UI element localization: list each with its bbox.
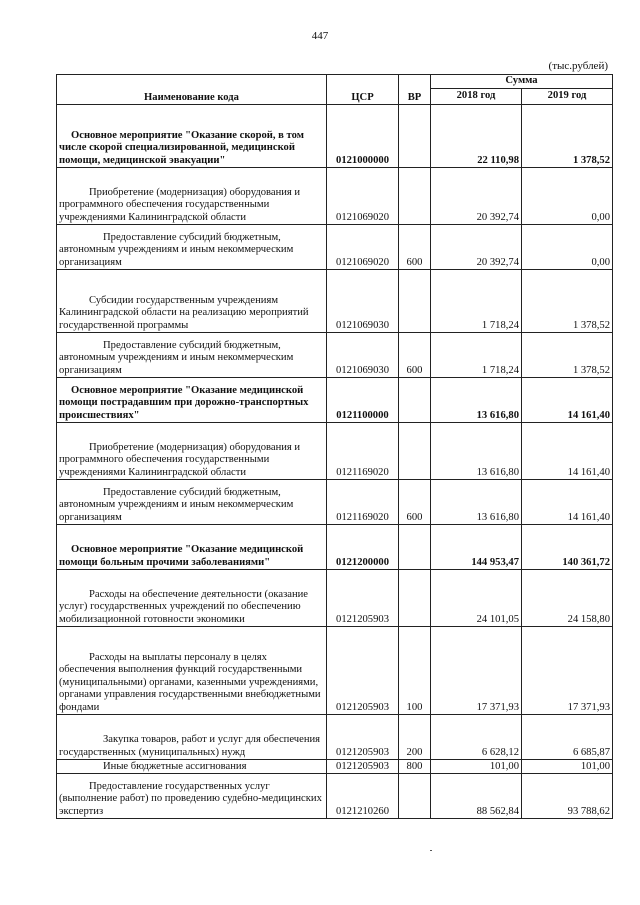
row-vr: [399, 105, 431, 168]
row-2018: 13 616,80: [431, 480, 522, 525]
row-2019: 1 378,52: [522, 333, 613, 378]
row-2018: 20 392,74: [431, 168, 522, 225]
row-vr: [399, 423, 431, 480]
row-vr: 600: [399, 480, 431, 525]
table-row: [57, 333, 613, 378]
row-csr: 0121069030: [327, 333, 399, 378]
row-vr: 200: [399, 715, 431, 760]
row-name: Предоставление субсидий бюджетным, автономным учреждениям и иным некоммерческим организациям: [57, 480, 327, 525]
row-csr: 0121210260: [327, 774, 399, 819]
row-csr: 0121205903: [327, 627, 399, 715]
row-name: Предоставление государственных услуг (выполнение работ) по проведению судебно-медицинских экспертиз: [57, 774, 327, 819]
row-name: Расходы на выплаты персоналу в целях обеспечения выполнения функций государственными (муниципальными) органами, казенными учреждениями, органами управления государственными внебюджетными фондами: [57, 627, 327, 715]
row-2019: 17 371,93: [522, 627, 613, 715]
row-csr: 0121000000: [327, 105, 399, 168]
table-row: [57, 760, 613, 774]
table-row: [57, 774, 613, 819]
row-vr: [399, 525, 431, 570]
row-name: Предоставление субсидий бюджетным, автономным учреждениям и иным некоммерческим организациям: [57, 333, 327, 378]
row-2019: 14 161,40: [522, 378, 613, 423]
row-csr: 0121205903: [327, 570, 399, 627]
table-row: [57, 570, 613, 627]
row-vr: 800: [399, 760, 431, 774]
row-2018: 20 392,74: [431, 225, 522, 270]
header-year-2018: 2018 год: [431, 89, 522, 105]
row-name: Основное мероприятие "Оказание медицинской помощи больным прочими заболеваниями": [57, 525, 327, 570]
scan-speck: [430, 850, 432, 851]
header-csr: ЦСР: [327, 75, 399, 105]
row-csr: 0121069020: [327, 168, 399, 225]
row-2018: 1 718,24: [431, 333, 522, 378]
row-name: Предоставление субсидий бюджетным, автономным учреждениям и иным некоммерческим организациям: [57, 225, 327, 270]
row-name: Иные бюджетные ассигнования: [57, 760, 327, 774]
row-2018: 17 371,93: [431, 627, 522, 715]
row-2018: 101,00: [431, 760, 522, 774]
row-2019: 140 361,72: [522, 525, 613, 570]
table-row: [57, 480, 613, 525]
row-vr: [399, 270, 431, 333]
table-row: [57, 715, 613, 760]
row-vr: [399, 168, 431, 225]
header-year-2019: 2019 год: [522, 89, 613, 105]
row-csr: 0121169020: [327, 480, 399, 525]
table-row: [57, 525, 613, 570]
row-2019: 24 158,80: [522, 570, 613, 627]
row-2019: 14 161,40: [522, 480, 613, 525]
row-2018: 144 953,47: [431, 525, 522, 570]
row-vr: 600: [399, 333, 431, 378]
row-2019: 93 788,62: [522, 774, 613, 819]
row-csr: 0121069030: [327, 270, 399, 333]
table-row: [57, 423, 613, 480]
row-2019: 0,00: [522, 168, 613, 225]
table-row: [57, 225, 613, 270]
row-name: Субсидии государственным учреждениям Калининградской области на реализацию мероприятий государственной программы: [57, 270, 327, 333]
budget-table: [56, 74, 613, 819]
row-2018: 88 562,84: [431, 774, 522, 819]
row-name: Приобретение (модернизация) оборудования и программного обеспечения государственными учреждениями Калининградской области: [57, 423, 327, 480]
table-row: [57, 627, 613, 715]
row-2018: 22 110,98: [431, 105, 522, 168]
header-name: Наименование кода: [57, 75, 327, 105]
row-2019: 6 685,87: [522, 715, 613, 760]
row-vr: [399, 378, 431, 423]
row-2019: 0,00: [522, 225, 613, 270]
row-vr: 600: [399, 225, 431, 270]
row-csr: 0121069020: [327, 225, 399, 270]
row-csr: 0121169020: [327, 423, 399, 480]
row-2018: 1 718,24: [431, 270, 522, 333]
table-row: [57, 168, 613, 225]
row-name: Основное мероприятие "Оказание скорой, в том числе скорой специализированной, медицинской помощи, медицинской эвакуации": [57, 105, 327, 168]
row-2018: 6 628,12: [431, 715, 522, 760]
page-number: 447: [311, 30, 329, 42]
table-row: [57, 270, 613, 333]
row-name: Расходы на обеспечение деятельности (оказание услуг) государственных учреждений по обеспечению мобилизационной готовности экономики: [57, 570, 327, 627]
row-vr: [399, 774, 431, 819]
row-name: Приобретение (модернизация) оборудования и программного обеспечения государственными учреждениями Калининградской области: [57, 168, 327, 225]
row-2019: 14 161,40: [522, 423, 613, 480]
units-label: (тыс.рублей): [548, 60, 608, 72]
row-csr: 0121100000: [327, 378, 399, 423]
row-vr: 100: [399, 627, 431, 715]
row-2019: 1 378,52: [522, 270, 613, 333]
header-vr: ВР: [399, 75, 431, 105]
header-sum: Сумма: [431, 75, 613, 89]
row-name: Закупка товаров, работ и услуг для обеспечения государственных (муниципальных) нужд: [57, 715, 327, 760]
row-2018: 13 616,80: [431, 378, 522, 423]
table-row: [57, 378, 613, 423]
row-csr: 0121200000: [327, 525, 399, 570]
row-2019: 101,00: [522, 760, 613, 774]
row-2018: 24 101,05: [431, 570, 522, 627]
row-csr: 0121205903: [327, 760, 399, 774]
row-2018: 13 616,80: [431, 423, 522, 480]
row-vr: [399, 570, 431, 627]
table-row: [57, 105, 613, 168]
row-name: Основное мероприятие "Оказание медицинской помощи пострадавшим при дорожно-транспортных происшествиях": [57, 378, 327, 423]
row-csr: 0121205903: [327, 715, 399, 760]
row-2019: 1 378,52: [522, 105, 613, 168]
